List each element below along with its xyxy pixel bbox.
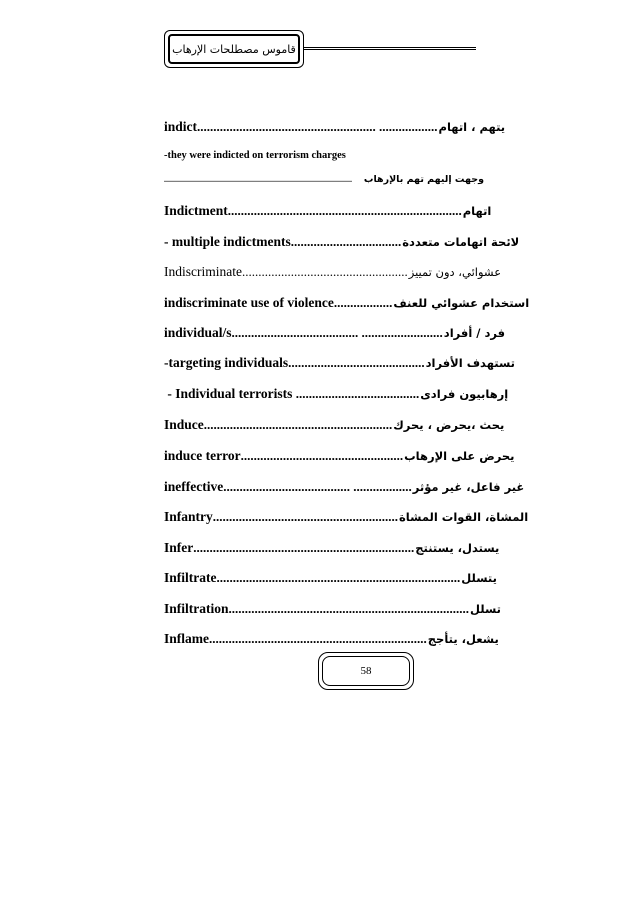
entry-term: Indiscriminate xyxy=(164,264,242,279)
entry-row xyxy=(164,540,500,558)
entry-translation: تستهدف الأفراد xyxy=(425,356,516,370)
entry-row xyxy=(164,570,497,588)
header-title: قاموس مصطلحات الإرهاب xyxy=(168,34,300,64)
entry-term: Induce xyxy=(164,417,204,432)
entry-translation: استخدام عشوائي للعنف xyxy=(393,296,530,310)
entry-term: Infantry xyxy=(164,509,213,524)
entry-dots: ....................................................... .................. xyxy=(197,119,438,134)
entry-translation: إرهابيون فرادى xyxy=(420,387,509,401)
entry-dots: ....................................... ......................... xyxy=(231,325,443,340)
entry-translation: عشوائي، دون تمييز xyxy=(408,265,502,279)
entry-term: indict xyxy=(164,119,198,134)
entry-row xyxy=(164,264,502,282)
entry-row xyxy=(164,119,506,137)
entry-row xyxy=(164,150,484,168)
entry-row xyxy=(164,234,520,252)
entry-row xyxy=(164,631,499,649)
entry-translation: يشعل، يتأجج xyxy=(427,632,499,646)
entry-row xyxy=(164,295,530,313)
entry-example: -they were indicted on terrorism charges xyxy=(164,150,346,161)
entry-translation: يحث ،يحرض ، يحرك xyxy=(393,418,505,432)
entry-translation: يحرض على الإرهاب xyxy=(404,449,515,463)
entry-dots: ........................................................................ xyxy=(227,203,462,218)
entry-term: -targeting individuals xyxy=(164,355,289,370)
entry-translation: لائحة اتهامات متعددة xyxy=(402,235,520,249)
entry-dots: ....................................... .................. xyxy=(223,479,412,494)
entry-dots: .................................. xyxy=(290,234,402,249)
entry-dots: .......................................................... xyxy=(203,417,393,432)
entry-row xyxy=(164,355,516,373)
entry-dots: ...................................... xyxy=(295,386,420,401)
entry-term: Infer xyxy=(164,540,194,555)
entry-dots: .............................................................................................. xyxy=(164,175,352,184)
entry-dots: .......................................................................... xyxy=(228,601,470,616)
entry-dots: ................................................... xyxy=(241,264,408,279)
entry-term: Infiltration xyxy=(164,601,229,616)
entry-row xyxy=(164,601,501,619)
entry-dots: .................................................. xyxy=(240,448,404,463)
entry-row xyxy=(164,509,529,527)
entry-term: ineffective xyxy=(164,479,224,494)
entry-term: individual/s xyxy=(164,325,232,340)
entry-translation: تسلل xyxy=(470,602,501,616)
entry-translation: غير فاعل، غير مؤثر xyxy=(412,480,525,494)
entry-term: - multiple indictments xyxy=(164,234,291,249)
entry-dots: .................................................................... xyxy=(193,540,415,555)
entry-translation: المشاة، القوات المشاة xyxy=(399,510,529,524)
entry-row xyxy=(164,386,509,404)
header-divider xyxy=(304,47,476,50)
entry-translation: يستدل، يستنتج xyxy=(415,541,500,555)
entry-dots: .......................................... xyxy=(288,355,425,370)
entry-translation: فرد / أفراد xyxy=(443,326,506,340)
entry-translation: اتهام xyxy=(462,204,492,218)
entry-translation: يتسلل xyxy=(461,571,497,585)
entry-dots: ........................................................................... xyxy=(216,570,461,585)
entry-row xyxy=(164,203,492,221)
entry-dots: .................. xyxy=(333,295,393,310)
entry-term: indiscriminate use of violence xyxy=(164,295,334,310)
entry-term: Indictment xyxy=(164,203,228,218)
header-title-box xyxy=(164,30,304,68)
entry-dots: ......................................................... xyxy=(212,509,399,524)
entry-term: Inflame xyxy=(164,631,209,646)
entry-translation: يتهم ، اتهام xyxy=(438,120,506,134)
page-number-box xyxy=(318,652,414,690)
entry-translation: وجهت إليهم تهم بالإرهاب xyxy=(363,174,484,185)
entry-row xyxy=(164,448,515,466)
entry-dots: ................................................................... xyxy=(209,631,427,646)
page-number: 58 xyxy=(322,656,410,686)
entry-term: - Individual terrorists xyxy=(164,386,296,401)
entry-row xyxy=(164,479,525,497)
entry-row xyxy=(164,325,506,343)
entry-term: induce terror xyxy=(164,448,241,463)
entry-row xyxy=(164,174,484,192)
entry-term: Infiltrate xyxy=(164,570,217,585)
entry-row xyxy=(164,417,505,435)
